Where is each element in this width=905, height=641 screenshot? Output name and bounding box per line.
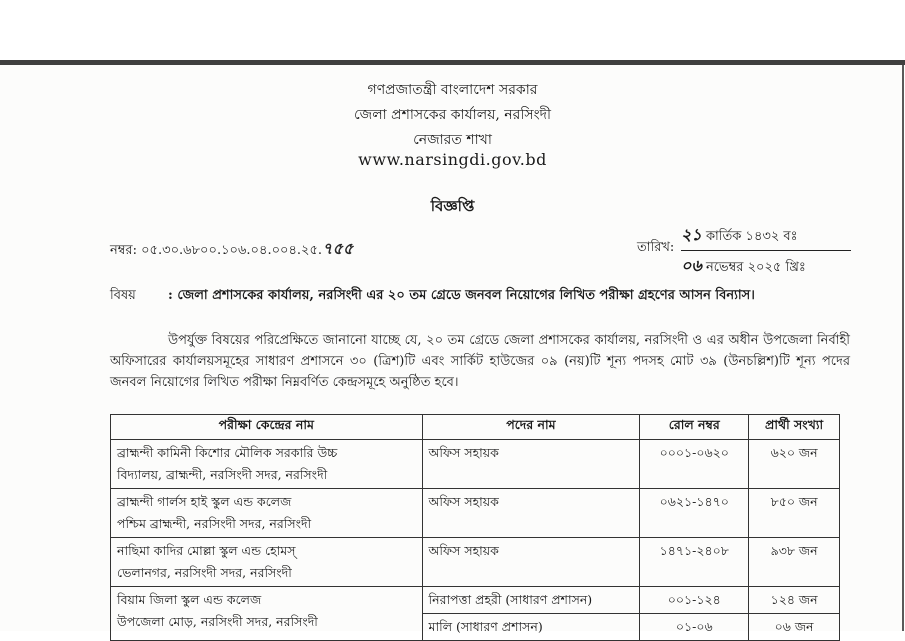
post-name: নিরাপত্তা প্রহরী (সাধারণ প্রশাসন) <box>428 592 593 607</box>
body-text: উপর্যুক্ত বিষয়ের পরিপ্রেক্ষিতে জানানো যাচ্ছে যে, ২০ তম গ্রেডে জেলা প্রশাসকের কার্যালয়, নরসিংদী ও এর অধীন উপজেলা নির্বাহী অফিসারের কার্যালয়সমূহের সাধারণ প্রশাসনে ৩০ (ত্রিশ)টি এবং সার্কিট হাউজের ০৯ (নয়)টি শূন্য পদসহ মোট ৩৯ (উনচল্লিশ)টি শূন্য পদের জনবল নিয়োগের লিখিত পরীক্ষা নিম্নবর্ণিত কেন্দ্রসমূহে অনুষ্ঠিত হবে। <box>110 333 850 390</box>
candidate-count: ৬২০ জন <box>770 445 818 460</box>
body-paragraph <box>110 330 850 393</box>
date-greg-rest: নভেম্বর ২০২৫ খ্রিঃ <box>705 260 806 275</box>
subject-text: : জেলা প্রশাসকের কার্যালয়, নরসিংদী এর ২০ তম গ্রেডে জনবল নিয়োগের লিখিত পরীক্ষা গ্রহণের আসন বিন্যাস। <box>168 288 755 303</box>
roll-range: ০১-০৬ <box>675 619 713 634</box>
subject-label: বিষয় <box>110 288 136 303</box>
roll-range: ০৬২১-১৪৭০ <box>659 494 729 509</box>
date-bangla-day: ২১ <box>681 225 702 244</box>
center-name: বিয়াম জিলা স্কুল এন্ড কলেজ <box>117 592 262 607</box>
memo-number <box>110 236 353 263</box>
center-address: উপজেলা মোড়, নরসিংদী সদর, নরসিংদী <box>117 614 318 629</box>
center-name: ব্রাহ্মন্দী কামিনী কিশোর মৌলিক সরকারি উচ্চ <box>117 445 338 460</box>
center-address: বিদ্যালয়, ব্রাহ্মন্দী, নরসিংদী সদর, নরসিংদী <box>117 467 328 482</box>
memo-handwritten-number: ৭৫৫ <box>322 239 354 258</box>
date-bangla-rest: কার্তিক ১৪৩২ বঃ <box>705 229 798 244</box>
center-name: নাছিমা কাদির মোল্লা স্কুল এন্ড হোমস্ <box>117 543 296 558</box>
candidate-count: ৯৩৮ জন <box>770 543 818 558</box>
header-count: প্রার্থী সংখ্যা <box>749 415 840 440</box>
subject-line <box>110 286 755 307</box>
roll-range: ০০১-১২৪ <box>667 592 721 607</box>
center-name: ব্রাহ্মন্দী গার্লস হাই স্কুল এন্ড কলেজ <box>117 494 292 509</box>
post-name: অফিস সহায়ক <box>428 494 499 509</box>
table-row <box>111 440 840 489</box>
exam-center-table <box>110 414 840 641</box>
header-center: পরীক্ষা কেন্দ্রের নাম <box>111 415 423 440</box>
table-row <box>111 587 840 614</box>
roll-range: ০০০১-০৬২০ <box>659 445 729 460</box>
table-row <box>111 489 840 538</box>
roll-range: ১৪৭১-২৪০৮ <box>659 543 729 558</box>
post-name: অফিস সহায়ক <box>428 445 499 460</box>
candidate-count: ০৬ জন <box>774 619 814 634</box>
candidate-count: ১২৪ জন <box>770 592 818 607</box>
date-label: তারিখ: <box>637 240 675 255</box>
memo-label: নম্বর: <box>110 243 137 258</box>
table-row <box>111 538 840 587</box>
table-header-row <box>111 415 840 440</box>
date-greg-day: ০৬ <box>681 256 702 275</box>
header-section: নেজারত শাখা <box>413 132 492 148</box>
header-government: গণপ্রজাতন্ত্রী বাংলাদেশ সরকার <box>367 82 538 98</box>
post-name: অফিস সহায়ক <box>428 543 499 558</box>
center-address: পশ্চিম ব্রাহ্মন্দী, নরসিংদী সদর, নরসিংদী <box>117 516 312 531</box>
post-name: মালি (সাধারণ প্রশাসন) <box>428 619 543 634</box>
center-address: ভেলানগর, নরসিংদী সদর, নরসিংদী <box>117 565 292 580</box>
header-post: পদের নাম <box>422 415 640 440</box>
header-roll: রোল নম্বর <box>640 415 749 440</box>
header-website: www.narsingdi.gov.bd <box>358 150 547 169</box>
candidate-count: ৮৫০ জন <box>770 494 818 509</box>
header-office: জেলা প্রশাসকের কার্যালয়, নরসিংদী <box>353 107 551 123</box>
notice-title: বিজ্ঞপ্তি <box>430 197 475 215</box>
memo-number-value: ০৫.৩০.৬৮০০.১০৬.০৪.০০৪.২৫. <box>141 243 323 258</box>
